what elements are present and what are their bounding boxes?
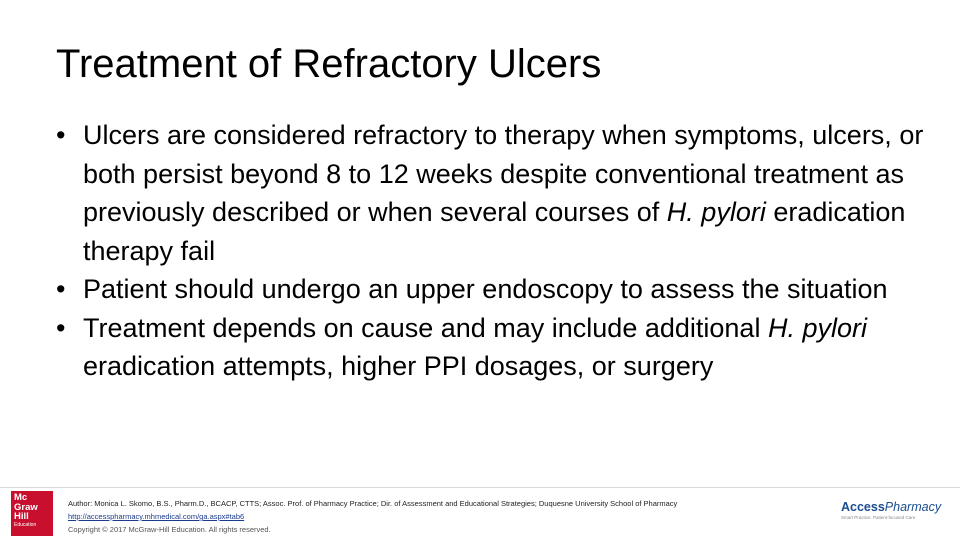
source-link[interactable]: http://accesspharmacy.mhmedical.com/ga.aspx#tab6 — [68, 512, 245, 521]
bullet-text: Treatment depends on cause and may include additional — [83, 312, 768, 343]
bullet-italic-text: H. pylori — [767, 312, 867, 343]
bullet-item — [56, 309, 936, 386]
bullet-text: eradication attempts, higher PPI dosages, or surgery — [83, 351, 714, 381]
bullet-marker: • — [56, 274, 66, 304]
bullet-item — [56, 270, 936, 309]
bullet-text: Patient should undergo an upper endoscopy to assess the situation — [83, 274, 888, 304]
bullet-marker: • — [56, 312, 66, 343]
bullet-text: Ulcers are considered refractory to therapy when symptoms, ulcers, or both persist beyond 8 to 12 weeks despite conventional treatment as previously described or when several courses of — [83, 120, 924, 227]
bullet-list — [56, 116, 936, 386]
mcgraw-hill-logo: Mc Graw Hill Education — [11, 491, 53, 536]
copyright-text: Copyright © 2017 McGraw-Hill Education. All rights reserved. — [68, 525, 271, 534]
accesspharmacy-logo: AccessPharmacy Smart Practice. Patient-focused Care. — [841, 500, 942, 520]
slide-title: Treatment of Refractory Ulcers — [56, 42, 602, 86]
bullet-marker: • — [56, 120, 66, 150]
author-credit: Author: Monica L. Skomo, B.S., Pharm.D., BCACP, CTTS; Assoc. Prof. of Pharmacy Practice; Dir. of Assessment and Educational Strategies; Duquesne University School of Pharmacy — [68, 499, 678, 508]
footer-divider — [0, 487, 960, 488]
bullet-text: eradication therapy fail — [83, 197, 906, 266]
bullet-italic-text: H. pylori — [666, 197, 766, 227]
bullet-item — [56, 116, 936, 270]
footer-credits — [68, 497, 677, 536]
